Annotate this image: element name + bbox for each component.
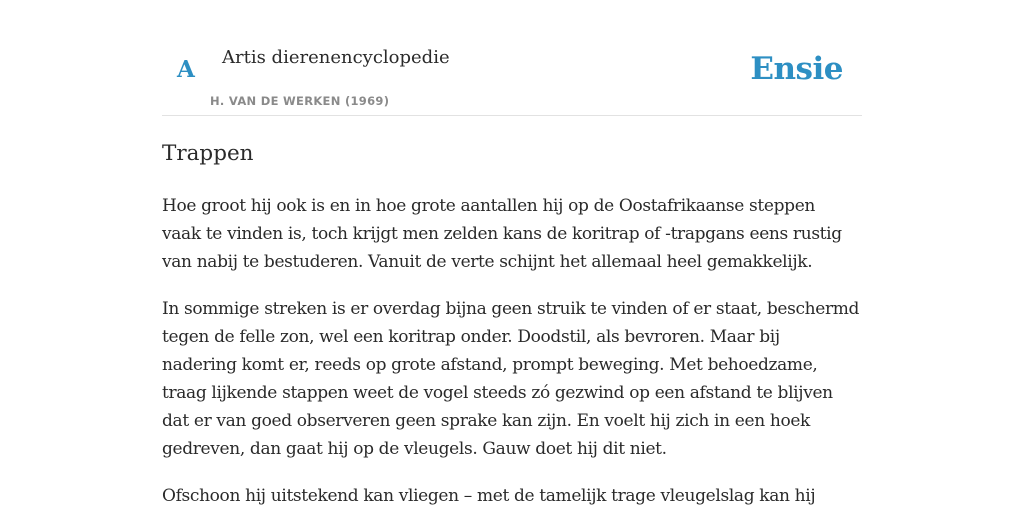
paragraph	[162, 482, 862, 510]
text-line: van nabij te bestuderen. Vanuit de verte schijnt het allemaal heel gemakkelijk.	[162, 252, 813, 272]
paragraph	[162, 295, 862, 463]
header	[162, 0, 862, 116]
text-line: Hoe groot hij ook is en in hoe grote aantallen hij op de Oostafrikaanse steppen	[162, 196, 815, 216]
letter-index-link[interactable]: A	[177, 56, 195, 83]
article	[162, 138, 862, 510]
text-line: vaak te vinden is, toch krijgt men zelden kans de koritrap of -trapgans eens rustig	[162, 224, 842, 244]
author-line: H. VAN DE WERKEN (1969)	[210, 94, 390, 108]
text-line: traag lijkende stappen weet de vogel steeds zó gezwind op een afstand te blijven	[162, 383, 833, 403]
ensie-logo[interactable]: Ensie	[750, 51, 843, 87]
text-line: In sommige streken is er overdag bijna geen struik te vinden of er staat, beschermd	[162, 299, 860, 319]
text-line: dat er van goed observeren geen sprake kan zijn. En voelt hij zich in een hoek	[162, 411, 811, 431]
paragraph	[162, 192, 862, 276]
text-line: tegen de felle zon, wel een koritrap onder. Doodstil, als bevroren. Maar bij	[162, 327, 780, 347]
book-title-link[interactable]: Artis dierenencyclopedie	[222, 47, 450, 68]
text-line: gedreven, dan gaat hij op de vleugels. Gauw doet hij dit niet.	[162, 439, 667, 459]
text-line: nadering komt er, reeds op grote afstand, prompt beweging. Met behoedzame,	[162, 355, 818, 375]
entry-title: Trappen	[162, 141, 254, 166]
text-line: Ofschoon hij uitstekend kan vliegen – met de tamelijk trage vleugelslag kan hij	[162, 486, 816, 506]
